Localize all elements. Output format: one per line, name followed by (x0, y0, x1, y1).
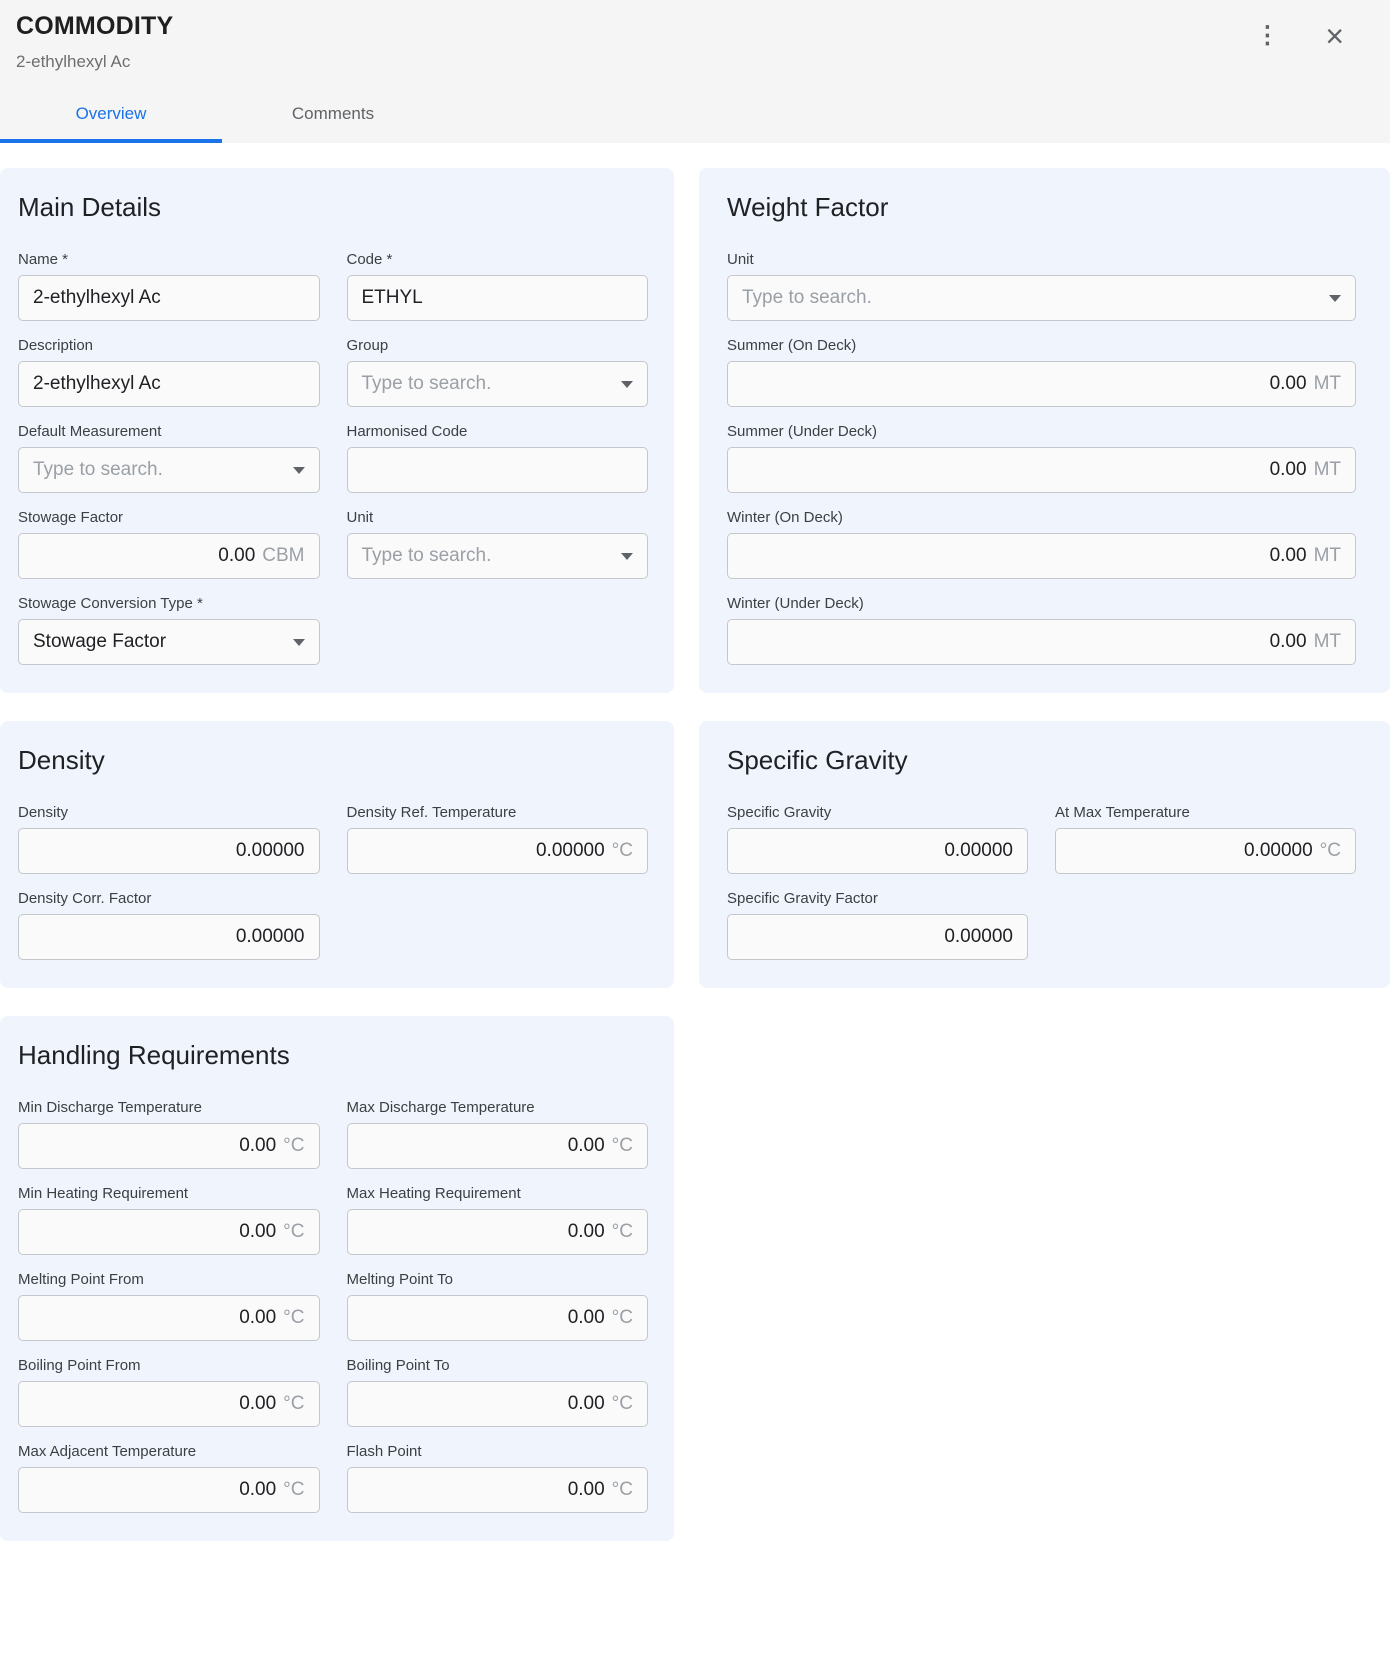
tab-comments[interactable]: Comments (222, 86, 444, 143)
unit-suffix: °C (611, 1307, 633, 1328)
unit-suffix: °C (283, 1393, 305, 1414)
empty-column (699, 1016, 1390, 1541)
tab-bar (0, 86, 1390, 143)
tab-overview[interactable]: Overview (0, 86, 222, 143)
summer-on-deck-input[interactable] (727, 361, 1356, 407)
field-label: Max Discharge Temperature (346, 1099, 535, 1116)
panel-title: Main Details (18, 192, 162, 222)
default-measurement-field (18, 423, 320, 493)
field-label: Min Discharge Temperature (18, 1099, 202, 1116)
stowage-factor-input[interactable] (18, 533, 320, 579)
default-measurement-select[interactable] (18, 447, 320, 493)
main-details-panel (0, 168, 674, 693)
specific-gravity-factor-field (727, 890, 1028, 960)
chevron-down-icon (293, 467, 305, 474)
harmonised-code-input[interactable] (347, 447, 649, 493)
field-label: Min Heating Requirement (18, 1185, 189, 1202)
description-input[interactable] (18, 361, 320, 407)
field-label: Default Measurement (18, 423, 162, 440)
specific-gravity-factor-input[interactable] (727, 914, 1028, 960)
harmonised-code-field (347, 423, 649, 493)
unit-suffix: °C (611, 840, 633, 861)
boiling-point-to-input[interactable] (347, 1381, 649, 1427)
input-value: 0.00 (239, 1307, 277, 1328)
winter-on-deck-input[interactable] (727, 533, 1356, 579)
field-label: Boiling Point From (18, 1357, 141, 1374)
unit-suffix: °C (283, 1479, 305, 1500)
select-placeholder: Type to search. (742, 287, 872, 308)
winter-under-deck-field (727, 595, 1356, 665)
field-label: Density Ref. Temperature (346, 804, 517, 821)
chevron-down-icon (621, 381, 633, 388)
input-value: 0.00 (239, 1393, 277, 1414)
select-placeholder: Type to search. (361, 545, 492, 566)
input-value: 0.00 (1269, 373, 1307, 394)
unit-suffix: °C (283, 1307, 305, 1328)
name-input[interactable] (18, 275, 320, 321)
density-ref-temperature-field (347, 804, 649, 874)
specific-gravity-input[interactable] (727, 828, 1028, 874)
field-label: Unit (346, 509, 374, 526)
field-label: Boiling Point To (346, 1357, 450, 1374)
unit-suffix: °C (611, 1479, 633, 1500)
field-label: Code * (346, 251, 393, 268)
panel-title: Density (18, 745, 105, 775)
field-label: Melting Point From (18, 1271, 144, 1288)
page-title: COMMODITY (16, 12, 174, 40)
field-label: Winter (On Deck) (727, 509, 843, 526)
unit-suffix: °C (283, 1221, 305, 1242)
max-discharge-temperature-field (347, 1099, 649, 1169)
group-select[interactable] (347, 361, 649, 407)
input-value: 0.00 (239, 1135, 277, 1156)
max-heating-requirement-input[interactable] (347, 1209, 649, 1255)
field-label: Density Corr. Factor (18, 890, 152, 907)
select-value: Stowage Factor (33, 631, 167, 652)
specific-gravity-panel (699, 721, 1390, 988)
unit-suffix: MT (1313, 459, 1341, 480)
input-value: 0.00 (567, 1479, 605, 1500)
summer-under-deck-input[interactable] (727, 447, 1356, 493)
field-label: Max Adjacent Temperature (18, 1443, 197, 1460)
name-field (18, 251, 320, 321)
unit-suffix: CBM (262, 545, 305, 566)
more-options-button[interactable] (1247, 20, 1287, 52)
flash-point-field (347, 1443, 649, 1513)
dialog-header (0, 0, 1390, 143)
unit-suffix: °C (611, 1135, 633, 1156)
field-label: Description (18, 337, 94, 354)
kebab-icon: ⋮ (1255, 22, 1280, 49)
field-label: Stowage Factor (18, 509, 124, 526)
field-label: At Max Temperature (1055, 804, 1190, 821)
panel-row-1 (0, 168, 1390, 693)
close-button[interactable] (1317, 16, 1352, 56)
code-input[interactable] (347, 275, 649, 321)
field-label: Melting Point To (346, 1271, 453, 1288)
panel-title: Handling Requirements (18, 1040, 290, 1070)
density-input[interactable] (18, 828, 320, 874)
density-corr-factor-input[interactable] (18, 914, 320, 960)
density-field (18, 804, 320, 874)
unit-suffix: MT (1313, 373, 1341, 394)
density-corr-factor-field (18, 890, 320, 960)
min-discharge-temperature-input[interactable] (18, 1123, 320, 1169)
specific-gravity-field (727, 804, 1028, 874)
boiling-point-from-input[interactable] (18, 1381, 320, 1427)
field-label: Density (18, 804, 69, 821)
field-label: Summer (On Deck) (727, 337, 857, 354)
field-label: Harmonised Code (346, 423, 468, 440)
input-value: 0.00000 (535, 840, 605, 861)
stowage-factor-field (18, 509, 320, 579)
flash-point-input[interactable] (347, 1467, 649, 1513)
unit-suffix: MT (1313, 631, 1341, 652)
stowage-unit-select[interactable] (347, 533, 649, 579)
summer-on-deck-field (727, 337, 1356, 407)
min-heating-requirement-field (18, 1185, 320, 1255)
unit-suffix: °C (283, 1135, 305, 1156)
close-icon: × (1325, 18, 1344, 54)
panel-title: Specific Gravity (727, 745, 908, 775)
summer-under-deck-field (727, 423, 1356, 493)
max-heating-requirement-field (347, 1185, 649, 1255)
weight-factor-panel (699, 168, 1390, 693)
max-discharge-temperature-input[interactable] (347, 1123, 649, 1169)
select-placeholder: Type to search. (361, 373, 492, 394)
stowage-unit-field (347, 509, 649, 579)
unit-suffix: MT (1313, 545, 1341, 566)
input-value: 0.00000 (235, 840, 305, 861)
input-value: 0.00 (239, 1479, 277, 1500)
page-subtitle: 2-ethylhexyl Ac (16, 52, 131, 71)
input-value: 0.00 (567, 1221, 605, 1242)
chevron-down-icon (621, 553, 633, 560)
boiling-point-from-field (18, 1357, 320, 1427)
input-value: 0.00 (567, 1393, 605, 1414)
input-value: 0.00 (567, 1135, 605, 1156)
input-value: 0.00 (218, 545, 256, 566)
chevron-down-icon (293, 639, 305, 646)
code-field (347, 251, 649, 321)
field-label: Flash Point (346, 1443, 422, 1460)
min-discharge-temperature-field (18, 1099, 320, 1169)
input-value: 0.00000 (944, 840, 1013, 861)
unit-suffix: °C (1319, 840, 1341, 861)
input-value: 0.00 (567, 1307, 605, 1328)
stowage-conversion-type-field (18, 595, 320, 665)
input-value: 0.00 (1269, 459, 1307, 480)
input-value: 0.00000 (235, 926, 305, 947)
description-field (18, 337, 320, 407)
dialog-body (0, 143, 1390, 1541)
density-panel (0, 721, 674, 988)
input-value: 0.00 (1269, 545, 1307, 566)
group-field (347, 337, 649, 407)
field-label: Max Heating Requirement (346, 1185, 521, 1202)
field-label: Specific Gravity (727, 804, 832, 821)
min-heating-requirement-input[interactable] (18, 1209, 320, 1255)
field-label: Stowage Conversion Type * (18, 595, 203, 612)
field-label: Specific Gravity Factor (727, 890, 878, 907)
weight-unit-field (727, 251, 1356, 321)
at-max-temperature-field (1055, 804, 1356, 874)
winter-under-deck-input[interactable] (727, 619, 1356, 665)
chevron-down-icon (1329, 295, 1341, 302)
select-placeholder: Type to search. (33, 459, 163, 480)
handling-requirements-panel (0, 1016, 674, 1541)
melting-point-to-field (347, 1271, 649, 1341)
density-ref-temperature-input[interactable] (347, 828, 649, 874)
unit-suffix: °C (611, 1221, 633, 1242)
input-value: 0.00 (239, 1221, 277, 1242)
winter-on-deck-field (727, 509, 1356, 579)
input-value: 0.00000 (1243, 840, 1313, 861)
panel-row-3 (0, 1016, 1390, 1541)
input-value: 0.00 (1269, 631, 1307, 652)
field-label: Name * (18, 251, 69, 268)
melting-point-to-input[interactable] (347, 1295, 649, 1341)
melting-point-from-field (18, 1271, 320, 1341)
input-value: 0.00000 (944, 926, 1013, 947)
weight-unit-select[interactable] (727, 275, 1356, 321)
field-label: Winter (Under Deck) (727, 595, 864, 612)
at-max-temperature-input[interactable] (1055, 828, 1356, 874)
melting-point-from-input[interactable] (18, 1295, 320, 1341)
field-label: Unit (727, 251, 754, 268)
unit-suffix: °C (611, 1393, 633, 1414)
field-label: Summer (Under Deck) (727, 423, 878, 440)
max-adjacent-temperature-field (18, 1443, 320, 1513)
panel-row-2 (0, 721, 1390, 988)
max-adjacent-temperature-input[interactable] (18, 1467, 320, 1513)
field-label: Group (346, 337, 389, 354)
stowage-conversion-type-select[interactable] (18, 619, 320, 665)
panel-title: Weight Factor (727, 192, 889, 222)
header-actions (1247, 16, 1352, 56)
boiling-point-to-field (347, 1357, 649, 1427)
